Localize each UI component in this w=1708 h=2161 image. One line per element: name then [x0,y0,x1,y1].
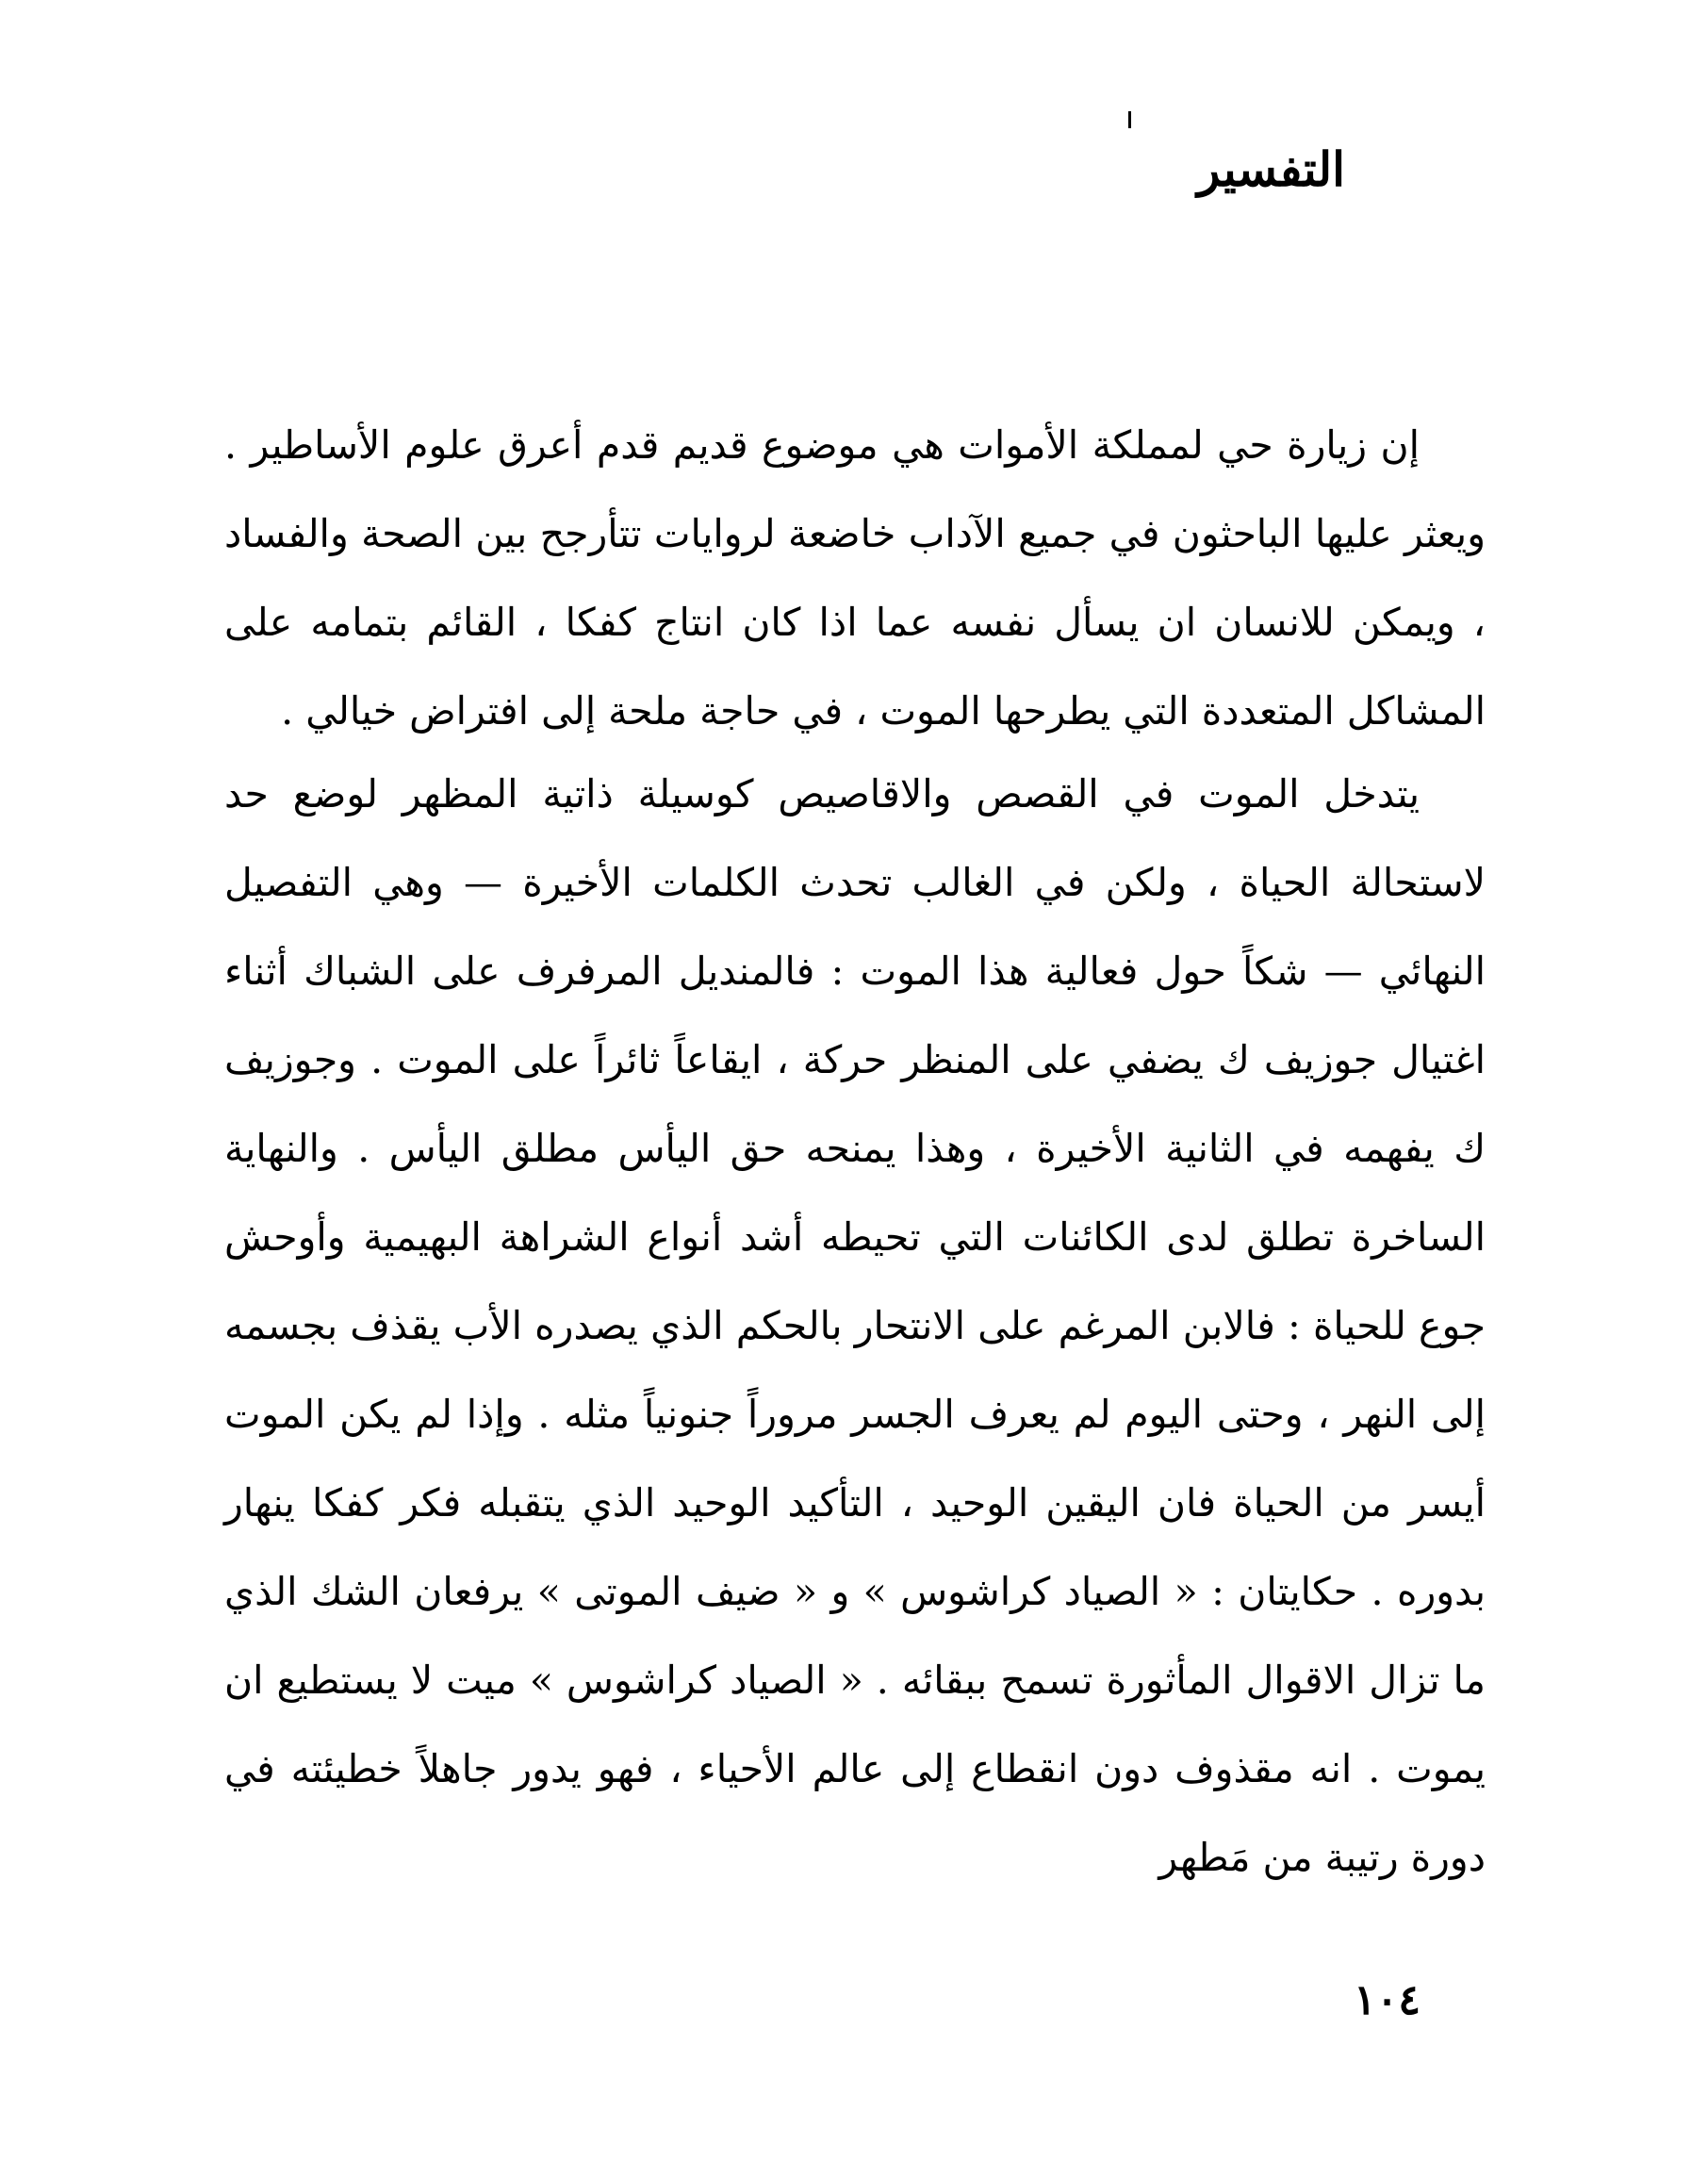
body-text [224,401,1486,1902]
page-number: ١٠٤ [1354,1976,1421,2024]
paragraph: يتدخل الموت في القصص والاقاصيص كوسيلة ذاتية المظهر لوضع حد لاستحالة الحياة ، ولكن في الغالب تحدث الكلمات الأخيرة — وهي التفصيل النهائي — شكاً حول فعالية هذا الموت : فالمنديل المرفرف على الشباك أثناء اغتيال جوزيف ك يضفي على المنظر حركة ، ايقاعاً ثائراً على الموت . وجوزيف ك يفهمه في الثانية الأخيرة ، وهذا يمنحه حق اليأس مطلق اليأس . والنهاية الساخرة تطلق لدى الكائنات التي تحيطه أشد أنواع الشراهة البهيمية وأوحش جوع للحياة : فالابن المرغم على الانتحار بالحكم الذي يصدره الأب يقذف بجسمه إلى النهر ، وحتى اليوم لم يعرف الجسر مروراً جنونياً مثله . وإذا لم يكن الموت أيسر من الحياة فان اليقين الوحيد ، التأكيد الوحيد الذي يتقبله فكر كفكا ينهار بدوره . حكايتان : « الصياد كراشوس » و « ضيف الموتى » يرفعان الشك الذي ما تزال الاقوال المأثورة تسمح ببقائه . « الصياد كراشوس » ميت لا يستطيع ان يموت . انه مقذوف دون انقطاع إلى عالم الأحياء ، فهو يدور جاهلاً خطيئته في دورة رتيبة من مَطهر [224,771,1486,1880]
print-mark [1128,111,1131,128]
paragraph: إن زيارة حي لمملكة الأموات هي موضوع قديم قدم أعرق علوم الأساطير . ويعثر عليها الباحثون في جميع الآداب خاضعة لروايات تتأرجح بين الصحة والفساد ، ويمكن للانسان ان يسأل نفسه عما اذا كان انتاج كفكا ، القائم بتمامه على المشاكل المتعددة التي يطرحها الموت ، في حاجة ملحة إلى افتراض خيالي . [224,422,1486,734]
page-title: التفسير [1197,141,1345,197]
